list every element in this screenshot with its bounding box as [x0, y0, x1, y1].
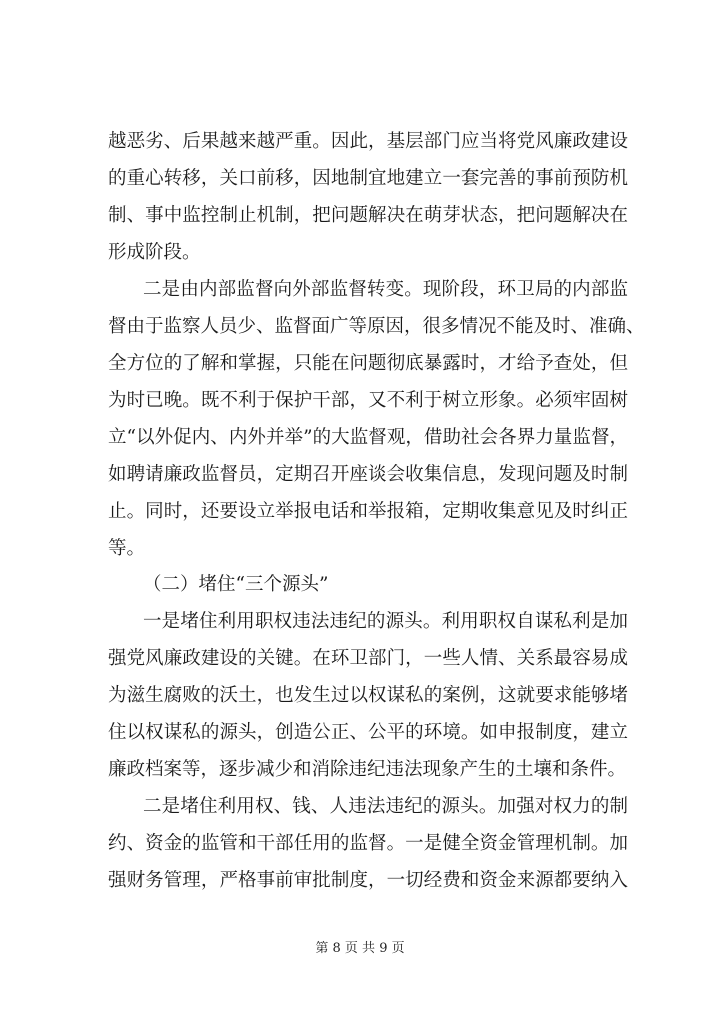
section-heading: （二）堵住“三个源头”: [143, 574, 329, 595]
text-line: 全方位的了解和掌握，只能在问题彻底暴露时，才给予查处，但: [108, 353, 628, 374]
text-line: 约、资金的监管和干部任用的监督。一是健全资金管理机制。加: [108, 833, 628, 854]
text-line: 督由于监察人员少、监督面广等原因，很多情况不能及时、准确、: [108, 316, 645, 337]
text-line: 的重心转移，关口前移，因地制宜地建立一套完善的事前预防机: [108, 168, 628, 189]
text-line: 为滋生腐败的沃土，也发生过以权谋私的案例，这就要求能够堵: [108, 685, 628, 706]
text-line: 强党风廉政建设的关键。在环卫部门，一些人情、关系最容易成: [108, 648, 628, 669]
text-line: 二是由内部监督向外部监督转变。现阶段，环卫局的内部监: [143, 279, 628, 300]
text-line: 制、事中监控制止机制，把问题解决在萌芽状态，把问题解决在: [108, 205, 628, 226]
text-line: 廉政档案等，逐步减少和消除违纪违法现象产生的土壤和条件。: [108, 759, 627, 780]
text-line: 为时已晚。既不利于保护干部，又不利于树立形象。必须牢固树: [108, 390, 628, 411]
text-line: 立“以外促内、内外并举”的大监督观，借助社会各界力量监督，: [108, 427, 628, 448]
text-line: 止。同时，还要设立举报电话和举报箱，定期收集意见及时纠正: [108, 501, 628, 522]
text-line: 一是堵住利用职权违法违纪的源头。利用职权自谋私利是加: [143, 611, 628, 632]
text-line: 强财务管理，严格事前审批制度，一切经费和资金来源都要纳入: [108, 870, 628, 891]
text-line: 形成阶段。: [108, 242, 201, 263]
text-line: 住以权谋私的源头，创造公正、公平的环境。如申报制度，建立: [108, 722, 628, 743]
text-line: 越恶劣、后果越来越严重。因此，基层部门应当将党风廉政建设: [108, 131, 628, 152]
text-line: 二是堵住利用权、钱、人违法违纪的源头。加强对权力的制: [143, 796, 628, 817]
text-line: 如聘请廉政监督员，定期召开座谈会收集信息，发现问题及时制: [108, 464, 628, 485]
text-line: 等。: [108, 538, 146, 559]
page-footer: 第 8 页 共 9 页: [315, 941, 405, 956]
